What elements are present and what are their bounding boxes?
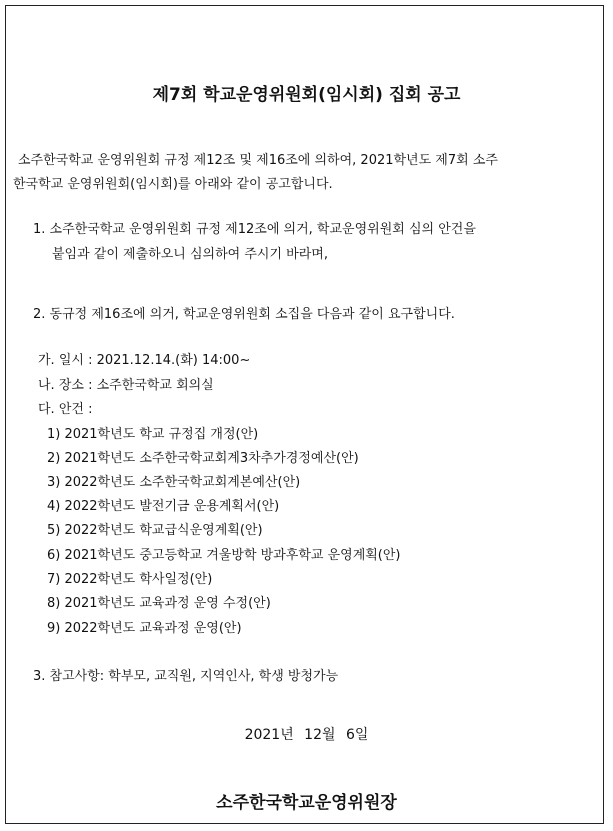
item3-reference: 3. 참고사항: 학부모, 교직원, 지역인사, 학생 방청가능 xyxy=(33,669,339,684)
document-title: 제7회 학교운영위원회(임시회) 집회 공고 xyxy=(152,85,461,105)
agenda-item: 6) 2021학년도 중고등학교 겨울방학 방과후학교 운영계획(안) xyxy=(47,548,401,563)
agenda-item: 1) 2021학년도 학교 규정집 개정(안) xyxy=(47,427,259,442)
document-border xyxy=(5,5,604,824)
item2-text: 2. 동규정 제16조에 의거, 학교운영위원회 소집을 다음과 같이 요구합니다. xyxy=(33,307,455,322)
agenda-item: 8) 2021학년도 교육과정 운영 수정(안) xyxy=(47,596,271,611)
agenda-item: 7) 2022학년도 학사일정(안) xyxy=(47,572,213,587)
item1-line-2: 붙임과 같이 제출하오니 심의하여 주시기 바라며, xyxy=(52,247,328,262)
agenda-item: 4) 2022학년도 발전기금 운용계획서(안) xyxy=(47,499,280,514)
agenda-heading: 다. 안건 : xyxy=(38,402,93,417)
agenda-item: 2) 2021학년도 소주한국학교회계3차추가경정예산(안) xyxy=(47,451,359,466)
notice-date: 2021년 12월 6일 xyxy=(244,727,369,743)
meeting-date-time: 가. 일시 : 2021.12.14.(화) 14:00~ xyxy=(38,353,251,368)
intro-line-1: 소주한국학교 운영위원회 규정 제12조 및 제16조에 의하여, 2021학년도 제7회 소주 xyxy=(18,153,498,168)
agenda-item: 3) 2022학년도 소주한국학교회계본예산(안) xyxy=(47,475,301,490)
meeting-place: 나. 장소 : 소주한국학교 회의실 xyxy=(38,378,214,393)
signature: 소주한국학교운영위원장 xyxy=(216,793,397,813)
agenda-item: 9) 2022학년도 교육과정 운영(안) xyxy=(47,621,242,636)
item1-line-1: 1. 소주한국학교 운영위원회 규정 제12조에 의거, 학교운영위원회 심의 안건을 xyxy=(33,222,476,237)
agenda-item: 5) 2022학년도 학교급식운영계획(안) xyxy=(47,523,263,538)
intro-line-2: 한국학교 운영위원회(임시회)를 아래와 같이 공고합니다. xyxy=(13,177,333,192)
